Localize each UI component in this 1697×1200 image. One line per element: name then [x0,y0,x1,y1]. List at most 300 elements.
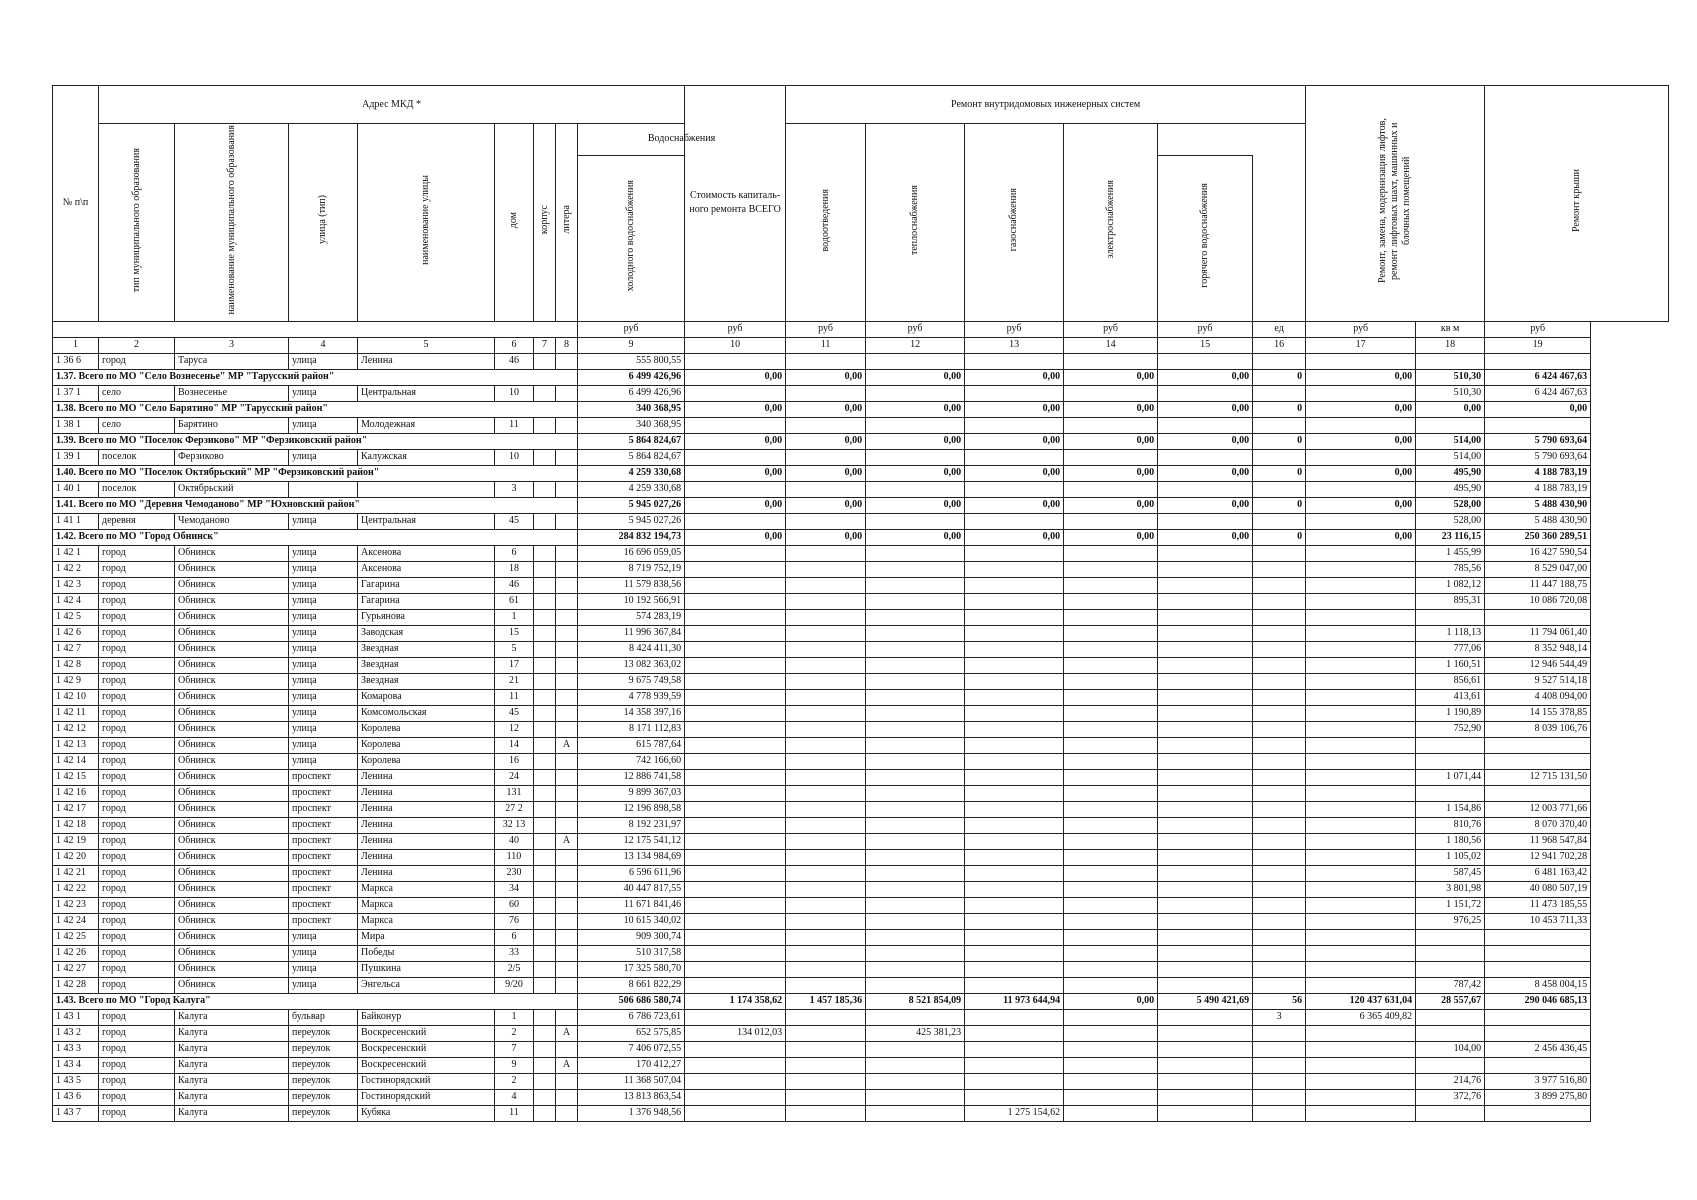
table-cell [685,545,786,561]
table-cell [556,657,578,673]
table-cell [534,737,556,753]
table-cell: 1 105,02 [1416,849,1485,865]
subtotal-label: 1.43. Всего по МО "Город Калуга" [53,993,578,1009]
table-cell: 1 42 3 [53,577,99,593]
subtotal-cell: 0,00 [866,497,965,513]
table-cell: Обнинск [175,977,289,993]
column-number: 1 [53,337,99,353]
table-cell: 1 42 23 [53,897,99,913]
table-cell: 1 071,44 [1416,769,1485,785]
table-cell: Обнинск [175,801,289,817]
table-cell: 12 946 544,49 [1485,657,1591,673]
table-cell [786,705,866,721]
table-row [53,689,1669,705]
cold-water-header: холодного водоснабжения [578,155,685,321]
table-cell: 14 155 378,85 [1485,705,1591,721]
table-cell: 10 [495,385,534,401]
table-cell [685,801,786,817]
table-cell: улица [289,353,358,369]
table-cell [786,417,866,433]
table-cell [556,913,578,929]
table-cell [786,913,866,929]
table-cell [534,769,556,785]
table-row [53,705,1669,721]
table-cell: 11 [495,689,534,705]
subtotal-cell: 6 499 426,96 [578,369,685,385]
table-cell: Обнинск [175,561,289,577]
table-cell: город [99,641,175,657]
table-cell [556,881,578,897]
table-cell [786,849,866,865]
table-cell: Мира [358,929,495,945]
table-row [53,481,1669,497]
subtotal-cell: 0,00 [786,529,866,545]
table-cell: Звездная [358,641,495,657]
table-cell: 13 134 984,69 [578,849,685,865]
table-cell [685,737,786,753]
table-cell: Обнинск [175,641,289,657]
table-cell [556,513,578,529]
table-cell: Заводская [358,625,495,641]
table-cell [786,673,866,689]
table-cell [534,641,556,657]
table-cell: город [99,1073,175,1089]
table-row [53,513,1669,529]
subtotal-cell: 0,00 [786,369,866,385]
table-cell: бульвар [289,1009,358,1025]
column-number: 3 [175,337,289,353]
table-cell [1416,353,1485,369]
table-cell: Воскресенский [358,1041,495,1057]
table-cell: город [99,705,175,721]
table-row [53,945,1669,961]
subtotal-row [53,497,1669,513]
table-cell: проспект [289,785,358,801]
table-cell [556,817,578,833]
table-cell [786,977,866,993]
table-cell: 1 39 1 [53,449,99,465]
table-cell: проспект [289,801,358,817]
table-cell: Ленина [358,849,495,865]
table-cell [866,881,965,897]
table-cell: 4 778 939,59 [578,689,685,705]
table-cell: 2/5 [495,961,534,977]
table-cell [1158,1041,1253,1057]
table-cell [1253,353,1306,369]
table-cell [1253,625,1306,641]
table-cell [1416,929,1485,945]
subtotal-cell: 5 790 693,64 [1485,433,1591,449]
table-cell [685,641,786,657]
table-cell: Калуга [175,1105,289,1121]
table-cell [965,673,1064,689]
table-cell: 1 42 10 [53,689,99,705]
table-cell [1306,929,1416,945]
subtotal-cell: 0,00 [965,433,1064,449]
table-cell [685,849,786,865]
table-cell [1158,513,1253,529]
table-cell [1253,721,1306,737]
table-cell [1064,961,1158,977]
table-cell [1416,785,1485,801]
table-cell [534,801,556,817]
table-cell: 1 41 1 [53,513,99,529]
table-cell [1158,929,1253,945]
table-cell: 1 42 15 [53,769,99,785]
table-cell [685,689,786,705]
table-cell: 3 [1253,1009,1306,1025]
table-cell [965,513,1064,529]
table-cell [866,561,965,577]
table-cell: 11 447 188,75 [1485,577,1591,593]
table-cell: город [99,801,175,817]
capital-repair-register [52,85,1669,1122]
table-cell: 555 800,55 [578,353,685,369]
table-cell [786,1073,866,1089]
table-cell [965,417,1064,433]
table-cell: 27 2 [495,801,534,817]
table-cell: улица [289,977,358,993]
table-cell [1158,449,1253,465]
subtotal-label: 1.39. Всего по МО "Поселок Ферзиково" МР "Ферзиковский район" [53,433,578,449]
table-cell: 45 [495,513,534,529]
table-cell: Комсомольская [358,705,495,721]
unit-cell: руб [1158,321,1253,337]
table-cell [534,1089,556,1105]
table-cell [556,945,578,961]
table-cell: 2 [495,1073,534,1089]
table-cell [1253,561,1306,577]
column-number: 12 [866,337,965,353]
table-cell: 9 [495,1057,534,1073]
table-cell [1064,689,1158,705]
table-cell: Королева [358,753,495,769]
table-cell [1306,753,1416,769]
table-cell [556,689,578,705]
table-cell [866,641,965,657]
table-row [53,913,1669,929]
column-number: 2 [99,337,175,353]
table-row [53,753,1669,769]
table-cell: 1 42 2 [53,561,99,577]
table-cell: 6 481 163,42 [1485,865,1591,881]
table-cell [866,545,965,561]
table-cell [1158,673,1253,689]
unit-cell: руб [1485,321,1591,337]
table-cell: улица [289,625,358,641]
table-row [53,1041,1669,1057]
table-cell [534,673,556,689]
table-cell [1064,817,1158,833]
table-cell [1306,545,1416,561]
table-cell [534,1041,556,1057]
table-cell [1158,865,1253,881]
table-row [53,897,1669,913]
table-cell: 1 151,72 [1416,897,1485,913]
table-cell: улица [289,753,358,769]
table-cell: 6 499 426,96 [578,385,685,401]
subtotal-cell: 5 488 430,90 [1485,497,1591,513]
table-cell: А [556,737,578,753]
table-cell [1064,577,1158,593]
table-cell [1158,737,1253,753]
subtotal-cell: 0,00 [1064,497,1158,513]
table-cell [685,785,786,801]
table-row [53,593,1669,609]
table-cell: Обнинск [175,897,289,913]
table-cell: Ленина [358,785,495,801]
subtotal-cell: 0 [1253,401,1306,417]
table-cell [534,785,556,801]
table-cell [1306,1025,1416,1041]
table-cell [866,673,965,689]
table-cell [1306,977,1416,993]
table-cell [965,609,1064,625]
table-cell [556,785,578,801]
table-cell [1253,481,1306,497]
table-cell [866,513,965,529]
table-cell [556,705,578,721]
table-cell [1306,1041,1416,1057]
column-number: 4 [289,337,358,353]
table-cell [786,513,866,529]
table-cell: 1 [495,1009,534,1025]
subtotal-cell: 0,00 [1306,529,1416,545]
table-cell: проспект [289,897,358,913]
table-cell [685,481,786,497]
table-row [53,561,1669,577]
table-cell [786,881,866,897]
table-cell [786,1009,866,1025]
table-cell [1416,417,1485,433]
electricity-header: электроснабжения [1064,124,1158,322]
table-cell: Обнинск [175,817,289,833]
table-cell [534,609,556,625]
table-cell [556,417,578,433]
table-cell [1253,449,1306,465]
table-cell [1253,593,1306,609]
table-cell: 12 003 771,66 [1485,801,1591,817]
table-cell: 16 427 590,54 [1485,545,1591,561]
table-cell [534,417,556,433]
table-cell: улица [289,417,358,433]
table-cell: Ленина [358,801,495,817]
table-cell [1158,769,1253,785]
subtotal-cell: 510,30 [1416,369,1485,385]
table-cell [786,625,866,641]
table-cell: Гурьянова [358,609,495,625]
table-cell [965,913,1064,929]
table-cell [965,561,1064,577]
table-cell [1306,449,1416,465]
table-cell [965,689,1064,705]
table-cell [556,1009,578,1025]
table-cell [965,881,1064,897]
table-cell [556,625,578,641]
table-cell [965,817,1064,833]
table-cell [1158,1057,1253,1073]
table-cell [1253,929,1306,945]
table-cell [556,1105,578,1121]
table-cell [685,945,786,961]
column-number: 13 [965,337,1064,353]
table-cell: 3 801,98 [1416,881,1485,897]
unit-spacer [53,321,578,337]
table-cell: улица [289,593,358,609]
table-cell: 1 42 4 [53,593,99,609]
table-cell: улица [289,657,358,673]
table-cell: Обнинск [175,609,289,625]
table-cell: А [556,1057,578,1073]
table-cell: 1 42 7 [53,641,99,657]
table-cell: 742 166,60 [578,753,685,769]
table-cell [866,449,965,465]
table-cell: 574 283,19 [578,609,685,625]
table-row [53,721,1669,737]
subtotal-cell: 8 521 854,09 [866,993,965,1009]
table-cell: 12 175 541,12 [578,833,685,849]
table-cell: 17 [495,657,534,673]
table-cell [534,449,556,465]
table-cell [1064,1041,1158,1057]
table-cell: 1 42 13 [53,737,99,753]
table-row [53,881,1669,897]
table-cell: 76 [495,913,534,929]
subtotal-cell: 0,00 [1306,369,1416,385]
table-cell [1416,1105,1485,1121]
table-cell [965,753,1064,769]
table-cell [1064,737,1158,753]
table-cell: город [99,977,175,993]
table-cell [965,769,1064,785]
table-cell: Королева [358,721,495,737]
table-cell [685,353,786,369]
table-cell [556,1073,578,1089]
table-cell [1064,769,1158,785]
table-cell [685,865,786,881]
table-cell [1158,817,1253,833]
table-cell [866,689,965,705]
table-cell: Вознесенье [175,385,289,401]
table-cell [1253,897,1306,913]
table-cell [1253,673,1306,689]
table-cell [1306,1105,1416,1121]
table-cell [786,1105,866,1121]
table-cell [866,833,965,849]
table-cell: Маркса [358,913,495,929]
subtotal-cell: 0,00 [1064,465,1158,481]
table-cell: 787,42 [1416,977,1485,993]
table-cell [1158,913,1253,929]
table-cell: 1 42 12 [53,721,99,737]
table-cell: деревня [99,513,175,529]
table-cell: 777,06 [1416,641,1485,657]
table-cell [1158,945,1253,961]
table-cell [1158,657,1253,673]
table-cell: 9 675 749,58 [578,673,685,689]
table-cell: 10 192 566,91 [578,593,685,609]
table-cell: 11 996 367,84 [578,625,685,641]
table-cell: 15 [495,625,534,641]
table-cell: Обнинск [175,881,289,897]
table-cell: Ленина [358,353,495,369]
table-cell: город [99,929,175,945]
table-cell: 134 012,03 [685,1025,786,1041]
table-cell [556,865,578,881]
subtotal-cell: 0,00 [1158,433,1253,449]
table-cell [1064,353,1158,369]
table-cell [965,1073,1064,1089]
table-cell: Комарова [358,689,495,705]
subtotal-row [53,993,1669,1009]
table-row [53,1009,1669,1025]
table-cell [965,737,1064,753]
table-cell: 11 968 547,84 [1485,833,1591,849]
table-row [53,353,1669,369]
table-row [53,1105,1669,1121]
table-cell: 1 42 17 [53,801,99,817]
subtotal-cell: 1 174 358,62 [685,993,786,1009]
table-cell: улица [289,721,358,737]
table-cell: 11 [495,1105,534,1121]
table-cell [1306,657,1416,673]
table-cell: Обнинск [175,769,289,785]
table-cell: Воскресенский [358,1057,495,1073]
table-cell: 12 886 741,58 [578,769,685,785]
table-cell [556,481,578,497]
unit-cell: кв м [1416,321,1485,337]
table-cell: 8 352 948,14 [1485,641,1591,657]
table-cell [685,449,786,465]
table-cell [866,721,965,737]
table-cell [556,961,578,977]
subtotal-cell: 0,00 [965,465,1064,481]
table-cell [786,1089,866,1105]
table-cell [866,897,965,913]
table-cell: Обнинск [175,593,289,609]
subtotal-cell: 0,00 [1158,497,1253,513]
table-cell [556,897,578,913]
table-cell: улица [289,385,358,401]
table-cell [534,945,556,961]
table-cell [965,849,1064,865]
table-row [53,545,1669,561]
table-cell [866,1105,965,1121]
table-cell [556,561,578,577]
table-cell: Калуга [175,1041,289,1057]
table-cell: проспект [289,817,358,833]
subtotal-cell: 1 457 185,36 [786,993,866,1009]
table-cell: 1 42 5 [53,609,99,625]
table-cell [786,449,866,465]
table-row [53,657,1669,673]
table-cell [866,785,965,801]
table-cell [556,769,578,785]
table-cell: город [99,849,175,865]
table-cell [866,481,965,497]
table-cell: 45 [495,705,534,721]
table-cell [1158,609,1253,625]
table-cell: Обнинск [175,913,289,929]
table-cell [1158,753,1253,769]
table-cell: улица [289,561,358,577]
table-cell: переулок [289,1041,358,1057]
table-cell [866,1089,965,1105]
table-cell: Обнинск [175,689,289,705]
table-cell [1485,753,1591,769]
subtotal-cell: 120 437 631,04 [1306,993,1416,1009]
table-cell: 6 596 611,96 [578,865,685,881]
